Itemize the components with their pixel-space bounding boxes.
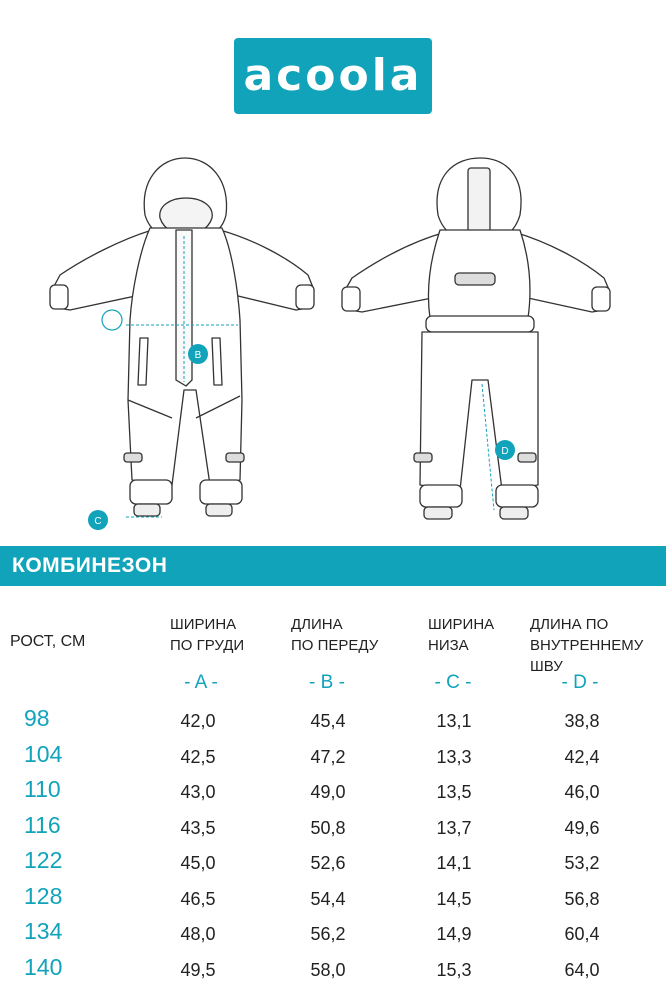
inseam-length-cell: 53,2 [564,853,600,873]
table-row [0,917,666,953]
hem-width-cell: 13,7 [436,817,472,838]
size-table [0,704,666,988]
column-header-c: ШИРИНА НИЗА [428,616,495,654]
hem-width-cell: 14,9 [436,924,472,944]
column-header-b: ДЛИНА ПО ПЕРЕДУ [291,616,379,654]
inseam-length-cell: 42,4 [564,746,600,767]
svg-text:C: C [94,516,102,527]
hem-width-cell: 13,1 [436,711,472,731]
column-header-a: ШИРИНА ПО ГРУДИ [170,616,245,654]
front-length-cell: 54,4 [310,888,346,909]
front-view [50,158,314,517]
size-cell: 104 [24,740,63,767]
svg-text:B: B [194,350,202,361]
size-cell: 110 [24,776,61,802]
inseam-length-cell: 46,0 [564,782,600,802]
front-length-cell: 52,6 [310,853,346,873]
hem-width-cell: 13,5 [436,782,472,802]
inseam-length-cell: 56,8 [564,888,600,909]
hem-width-cell: 14,1 [436,853,472,873]
front-length-cell: 47,2 [310,746,346,767]
product-banner [0,546,666,586]
column-letter-a: - A - [184,672,218,693]
brand-logo-text: acoola [243,50,423,101]
chest-width-cell: 43,5 [180,817,216,838]
inseam-length-cell: 60,4 [564,924,600,944]
chest-width-cell: 49,5 [180,959,216,980]
hem-width-cell: 13,3 [436,746,472,767]
table-row [0,775,666,811]
inseam-length-cell: 38,8 [564,711,600,731]
svg-text:D: D [501,446,509,457]
column-letter-b: - B - [309,672,345,693]
svg-text:A: A [108,316,116,327]
back-legs [420,332,538,490]
chest-width-cell: 46,5 [180,888,216,909]
chest-width-cell: 43,0 [180,782,216,802]
front-length-cell: 56,2 [310,924,346,944]
garment-illustration [0,140,666,540]
chest-width-cell: 42,0 [180,711,216,731]
chest-width-cell: 48,0 [180,924,216,944]
size-column-header: РОСТ, СМ [10,633,86,650]
table-row [0,740,666,776]
column-letter-c: - C - [434,672,472,693]
marker-a [102,310,122,330]
size-cell: 140 [24,953,63,980]
size-cell: 122 [24,847,63,873]
front-length-cell: 45,4 [310,711,346,731]
inseam-length-cell: 64,0 [564,959,600,980]
hem-width-cell: 15,3 [436,959,472,980]
table-row [0,704,666,740]
brand-logo [234,38,432,114]
table-row [0,953,666,989]
size-cell: 134 [24,918,63,944]
size-cell: 116 [24,811,61,838]
front-length-cell: 49,0 [310,782,346,802]
marker-d [495,440,515,460]
size-cell: 128 [24,882,63,909]
table-row [0,882,666,918]
size-cell: 98 [24,705,50,731]
front-length-cell: 58,0 [310,959,346,980]
marker-c [88,510,108,530]
column-letter-d: - D - [561,672,599,693]
chest-width-cell: 45,0 [180,853,216,873]
table-row [0,811,666,847]
product-title: КОМБИНЕЗОН [12,554,168,577]
front-length-cell: 50,8 [310,817,346,838]
marker-b [188,344,208,364]
column-header-d: ДЛИНА ПО ВНУТРЕННЕМУ ШВУ [530,616,644,675]
table-row [0,846,666,882]
back-view [342,158,610,519]
inseam-length-cell: 49,6 [564,817,600,838]
chest-width-cell: 42,5 [180,746,216,767]
hem-width-cell: 14,5 [436,888,472,909]
